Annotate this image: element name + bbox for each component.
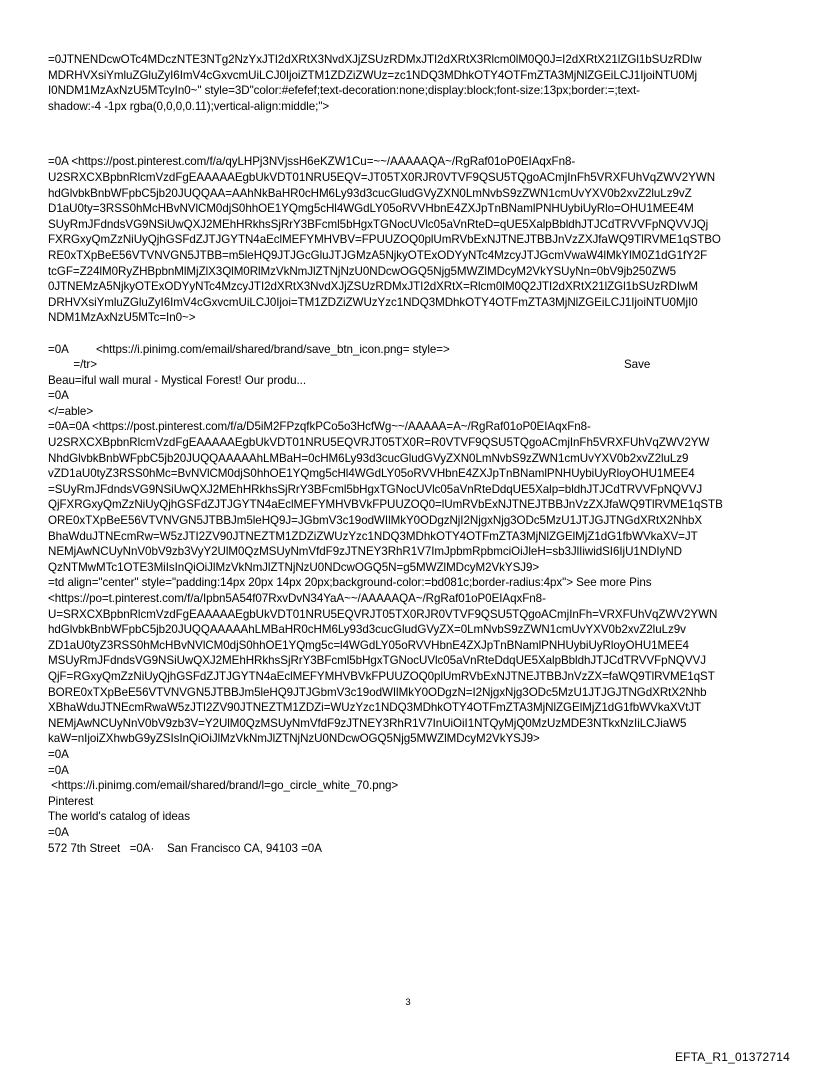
encoded-block-d xyxy=(48,419,774,575)
text-line: FXRGxyQmZzNiUyQjhGSFdZJTJGYTN4aEclMEFYMHVBV=FPUUZOQ0plUmRVbExNJTNEJTBBJnVzZXJfaWQ9TlRVME1qSTBO xyxy=(48,233,721,247)
text-line: MSUyRmJFdndsVG9NSiUwQXJ2MEhHRkhsSjRrY3BFcml5bHgxTGNocUVlc05aVnRteDdqUE5XalpBbldhJTJCdTRVVFpNQVVJ xyxy=(48,654,706,668)
text-line: I0NDM1MzAxNzU5MTcyIn0~" style=3D"color:#efefef;text-decoration:none;display:block;font-size:13px;border:=;text- xyxy=(48,84,640,98)
text-line: SUyRmJFdndsVG9NSiUwQXJ2MEhHRkhsSjRrY3BFcml5bHgxTGNocUVlc05aVnRteD=qUE5XalpBbldhJTJCdTRVVFpNQVVJQj xyxy=(48,217,709,231)
email-source-text xyxy=(48,52,774,856)
text-line: =0A=0A <https://post.pinterest.com/f/a/D5iM2FPzqfkPCo5o3HcfWg~~/AAAAA=A~/RgRaf01oP0EIAqxFn8- xyxy=(48,420,591,434)
text-line: =0A xyxy=(48,747,69,761)
text-line: 0JTNEMzA5NjkyOTExODYyNTc4MzcyJTI2dXRtX3NvdXJjZSUzRDMxJTI2dXRtX=Rlcm0lM0Q2JTI2dXRtX21lZGl1bSUzRDIwM xyxy=(48,280,698,294)
logo-link-text: <https://i.pinimg.com/email/shared/brand/l=go_circle_white_70.png> xyxy=(48,779,399,793)
text-line: D1aU0ty=3RSS0hMcHBvNVlCM0djS0hhOE1YQmg5cHl4WGdLY05oRVVHbnE4ZXJpTnBNamlPNHUybiUyRlo=OHU1MEE4M xyxy=(48,202,694,216)
text-line: ORE0xTXpBeE56VTVNVGN5JTBBJm5leHQ9J=JGbmV3c19odWIlMkY0ODgzNjI2NjgxNjg3ODc5MzU1JTJGJTNGdXRtX2NhbX xyxy=(48,514,703,528)
text-line: kaW=nIjoiZXhwbG9yZSIsInQiOiJlMzVkNmJlZTNjNzU0NDcwOGQ5Njg5MWZlMDcyM2VkYSJ9> xyxy=(48,732,540,746)
text-line: =/tr> xyxy=(48,358,97,372)
text-line: NhdGlvbkBnbWFpbC5jb20JUQQAAAAAhLMBaH=0cHM6Ly93d3cucGludGVyZXN0LmNvbS9zZWN1cmUvYXV0b2xvZ2luLz9 xyxy=(48,451,689,465)
text-line: =0A <https://post.pinterest.com/f/a/qyLHPj3NVjssH6eKZW1Cu=~~/AAAAAQA~/RgRaf01oP0EIAqxFn8- xyxy=(48,155,576,169)
text-line: XBhaWduJTNEcmRwaW5zJTI2ZV90JTNEZTM1ZDZi=WUzYzc1NDQ3MDhkOTY4OTFmZTA3MjNlZGElMjZ1dG1fbWVkaXVtJT xyxy=(48,701,702,715)
text-line: RE0xTXpBeE56VTVNVGN5JTBB=m5leHQ9JTJGcGluJTJGMzA5NjkyOTExODYyNTc4MzcyJTJGcmVwaW4lMkYlM0Z1dG1fY2F xyxy=(48,248,708,262)
brand-tagline: The world's catalog of ideas xyxy=(48,810,190,824)
save-label: Save xyxy=(624,358,651,372)
text-line: U=SRXCXBpbnRlcmVzdFgEAAAAAEgbUkVDT01NRU5EQVRJT05TX0RJR0VTVF9QSU5TQgoACmjInFh=VRXFUhVqZWV2YWN xyxy=(48,607,718,621)
document-id: EFTA_R1_01372714 xyxy=(674,1050,790,1064)
text-line: =0A xyxy=(48,763,69,777)
spacer xyxy=(48,114,774,154)
text-line: BORE0xTXpBeE56VTVNVGN5JTBBJm5leHQ9JTJGbmV3c19odWIlMkY0ODgzN=I2NjgxNjg3ODc5MzU1JTJGJTNGdXRtX2Nhb xyxy=(48,685,707,699)
text-line: QzNTMwMTc1OTE3MiIsInQiOiJlMzVkNmJlZTNjNzU0NDcwOGQ5N=g5MWZlMDcyM2VkYSJ9> xyxy=(48,560,540,574)
text-line: ZD1aU0tyZ3RSS0hMcHBvNVlCM0djS0hhOE1YQmg5c=l4WGdLY05oRVVHbnE4ZXJpTnBNamlPNHUybiUyRloyOHU1MEE4 xyxy=(48,638,689,652)
encoded-block-e xyxy=(48,575,774,856)
page-number: 3 xyxy=(405,997,411,1008)
brand-name: Pinterest xyxy=(48,794,94,808)
text-line: Beau=iful wall mural - Mystical Forest! Our produ... xyxy=(48,373,307,387)
text-line: tcGF=Z24lM0RyZHBpbnMlMjZlX3QlM0RlMzVkNmJlZTNjNzU0NDcwOGQ5Njg5MWZlMDcyM2VkYSUyNn=0bV9jb250ZW5 xyxy=(48,264,677,278)
text-line: QjFXRGxyQmZzNiUyQjhGSFdZJTJGYTN4aEclMEFYMHVBVkFPUUZOQ0=lUmRVbExNJTNEJTBBJnVzZXJfaWQ9TlRVME1qSTB xyxy=(48,498,723,512)
text-line: hdGlvbkBnbWFpbC5jb20JUQQAAAAAhLMBaHR0cHM6Ly93d3cucGludGVyZX=0LmNvbS9zZWN1cmUvYXV0b2xvZ2luLz9v xyxy=(48,623,686,637)
postal-address: 572 7th Street =0A· San Francisco CA, 94103 =0A xyxy=(48,841,322,855)
encoded-block-a xyxy=(48,52,774,114)
text-line: DRHVXsiYmluZGluZyI6ImV4cGxvcmUiLCJ0Ijoi=TM1ZDZiZWUzYzc1NDQ3MDhkOTY4OTFmZTA3MjNlZGEiLCJ1IjoiNTU0MjI0 xyxy=(48,295,698,309)
text-line: QjF=RGxyQmZzNiUyQjhGSFdZJTJGYTN4aEclMEFYMHVBVkFPUUZOQ0plUmRVbExNJTNEJTBBJnVzZX=faWQ9TlRVME1qST xyxy=(48,669,715,683)
text-line: shadow:-4 -1px rgba(0,0,0,0.11);vertical-align:middle;"> xyxy=(48,99,330,113)
text-line: =SUyRmJFdndsVG9NSiUwQXJ2MEhHRkhsSjRrY3BFcml5bHgxTGNocUVlc05aVnRteDdqUE5Xalp=bldhJTJCdTRVVFpNQVVJ xyxy=(48,482,703,496)
text-line: =td align="center" style="padding:14px 20px 14px 20px;background-color:=bd081c;border-radius:4px"> See more Pins xyxy=(48,576,652,590)
encoded-block-b xyxy=(48,154,774,326)
text-line: U2SRXCXBpbnRlcmVzdFgEAAAAAEgbUkVDT01NRU5EQV=JT05TX0RJR0VTVF9QSU5TQgoACmjInFh5VRXFUhVqZWV2YWN xyxy=(48,170,716,184)
save-button-link-text: <https://i.pinimg.com/email/shared/brand/save_btn_icon.png= style=> xyxy=(96,342,450,356)
text-line: MDRHVXsiYmluZGluZyI6ImV4cGxvcmUiLCJ0IjoiZTM1ZDZiZWUz=zc1NDQ3MDhkOTY4OTFmZTA3MjNlZGEiLCJ1IjoiNTU0Mj xyxy=(48,68,698,82)
text-line: =0A xyxy=(48,342,69,356)
text-line: =0A xyxy=(48,825,69,839)
text-line: BhaWduJTNEcmRw=W5zJTI2ZV90JTNEZTM1ZDZiZWUzYzc1NDQ3MDhkOTY4OTFmZTA3MjNlZGElMjZ1dG1fbWVkaXV=JT xyxy=(48,529,698,543)
text-line: </=able> xyxy=(48,404,94,418)
text-line: NDM1MzAxNzU5MTc=In0~> xyxy=(48,311,196,325)
text-line: NEMjAwNCUyNnV0bV9zb3VyY2UlM0QzMSUyNmVfdF9zJTNEY3RhR1V7ImJpbmRpbmciOiJleH=sb3JlIiwidSI6IjU1NDIyND xyxy=(48,545,683,559)
text-line: =0A xyxy=(48,389,69,403)
text-line: vZD1aU0tyZ3RSS0hMc=BvNVlCM0djS0hhOE1YQmg5cHl4WGdLY05oRVVHbnE4ZXJpTnBNamlPNHUybiUyRloyOHU1MEE4 xyxy=(48,467,695,481)
text-line: hdGlvbkBnbWFpbC5jb20JUQQAA=AAhNkBaHR0cHM6Ly93d3cucGludGVyZXN0LmNvbS9zZWN1cmUvYXV0b2xvZ2luLz9vZ xyxy=(48,186,692,200)
text-line: <https://po=t.pinterest.com/f/a/Ipbn5A54f07RxvDvN34YaA~~/AAAAAQA~/RgRaf01oP0EIAqxFn8- xyxy=(48,592,546,605)
text-line: NEMjAwNCUyNnV0bV9zb3V=Y2UlM0QzMSUyNmVfdF9zJTNEY3RhR1V7InUiOiI1NTQyMjQ0MzUzMDE3NTkxNzIiLCJiaW5 xyxy=(48,716,687,730)
text-line: U2SRXCXBpbnRlcmVzdFgEAAAAAEgbUkVDT01NRU5EQVRJT05TX0R=R0VTVF9QSU5TQgoACmjInFh5VRXFUhVqZWV2YW xyxy=(48,436,710,450)
text-line: =0JTNENDcwOTc4MDczNTE3NTg2NzYxJTI2dXRtX3NvdXJjZSUzRDMxJTI2dXRtX3Rlcm0lM0Q0J=I2dXRtX21lZGl1bSUzRDIw xyxy=(48,53,702,66)
